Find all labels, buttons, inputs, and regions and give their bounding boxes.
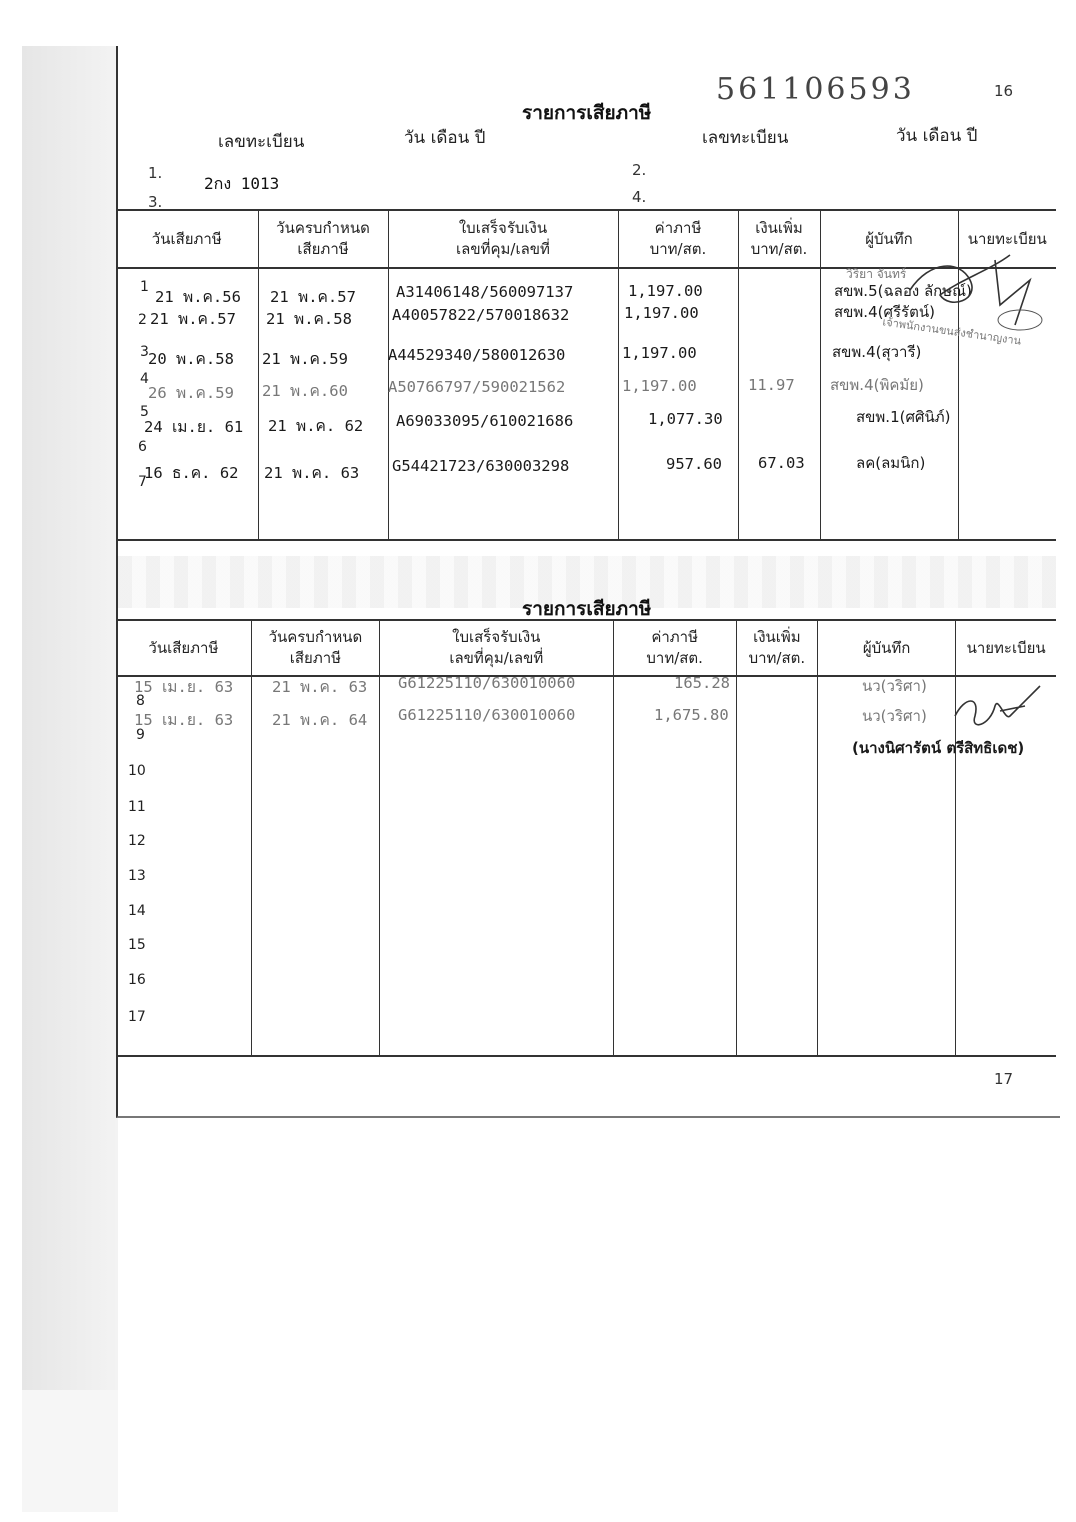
recorder: สขพ.4(พิคมัย) — [830, 376, 924, 394]
paid-date: 16 ธ.ค. 62 — [144, 464, 239, 482]
paid-date: 21 พ.ค.56 — [155, 288, 241, 306]
recorder: นว(วริศา) — [862, 677, 927, 695]
handwritten-note: วิริยา จันทร์ — [846, 267, 907, 281]
label-date-right: วัน เดือน ปี — [896, 126, 978, 146]
recorder: สขพ.1(ศศินิภ์) — [856, 408, 951, 426]
paid-date: 21 พ.ค.57 — [150, 310, 236, 328]
col-header-tax: ค่าภาษี บาท/สต. — [613, 620, 736, 676]
col-header-due-date: วันครบกำหนด เสียภาษี — [251, 620, 379, 676]
due-date: 21 พ.ค. 63 — [264, 464, 360, 482]
row-number: 4 — [140, 371, 149, 387]
row-number: 13 — [128, 868, 146, 884]
col-header-due-date: วันครบกำหนด เสียภาษี — [258, 210, 388, 268]
tax-amount: 1,197.00 — [624, 304, 699, 322]
tax-amount: 1,197.00 — [622, 377, 697, 395]
col-header-recorder: ผู้บันทึก — [820, 210, 958, 268]
recorder: สขพ.4(ศรีรัตน์) — [834, 303, 935, 321]
recorder: นว(วริศา) — [862, 707, 927, 725]
col-header-tax: ค่าภาษี บาท/สต. — [618, 210, 738, 268]
receipt-number: G54421723/630003298 — [392, 457, 570, 475]
receipt-number: A50766797/590021562 — [388, 378, 566, 396]
row-number: 6 — [138, 439, 147, 455]
signatory-name: (นางนิศารัตน์ ตรีสิทธิเดช) — [852, 739, 1025, 757]
registration-no-1: 1. — [148, 164, 163, 182]
receipt-number: A31406148/560097137 — [396, 283, 574, 301]
receipt-number: A40057822/570018632 — [392, 306, 570, 324]
registrar-signature — [900, 250, 1050, 340]
label-date-left: วัน เดือน ปี — [404, 128, 486, 148]
col-header-receipt: ใบเสร็จรับเงิน เลขที่คุม/เลขที่ — [388, 210, 618, 268]
tax-amount: 1,077.30 — [648, 410, 723, 428]
row-number: 7 — [138, 474, 147, 490]
registration-plate-1: 2กง 1013 — [204, 174, 280, 193]
col-header-recorder: ผู้บันทึก — [817, 620, 955, 676]
surcharge-amount: 11.97 — [748, 376, 795, 394]
row-number: 16 — [128, 972, 146, 988]
due-date: 21 พ.ค.60 — [262, 382, 348, 400]
row-number: 17 — [128, 1009, 146, 1025]
due-date: 21 พ.ค.57 — [270, 288, 356, 306]
recorder: สขพ.4(สุวารี) — [832, 343, 922, 361]
registration-no-4: 4. — [632, 188, 647, 206]
row-number: 5 — [140, 404, 149, 420]
handwritten-number: 561106593 — [716, 72, 915, 107]
label-registration-right: เลขทะเบียน — [702, 128, 789, 148]
row-number: 15 — [128, 937, 146, 953]
row-number: 9 — [136, 727, 145, 743]
row-number: 12 — [128, 833, 146, 849]
paid-date: 15 เม.ย. 63 — [134, 678, 234, 696]
page-number-bottom: 17 — [994, 1070, 1014, 1088]
row-number: 10 — [128, 763, 146, 779]
receipt-number: G61225110/630010060 — [398, 706, 576, 724]
receipt-number: G61225110/630010060 — [398, 674, 576, 692]
col-header-paid-date: วันเสียภาษี — [116, 210, 258, 268]
due-date: 21 พ.ค.59 — [262, 350, 348, 368]
paid-date: 26 พ.ค.59 — [148, 384, 234, 402]
col-header-surcharge: เงินเพิ่ม บาท/สต. — [738, 210, 820, 268]
row-number: 11 — [128, 799, 146, 815]
tax-amount: 1,197.00 — [628, 282, 703, 300]
paid-date: 24 เม.ย. 61 — [144, 418, 244, 436]
section-title: รายการเสียภาษี — [522, 102, 652, 124]
col-header-paid-date: วันเสียภาษี — [116, 620, 251, 676]
label-registration-left: เลขทะเบียน — [218, 132, 305, 152]
tax-amount: 1,675.80 — [654, 706, 729, 724]
scan-edge-lower — [22, 1390, 118, 1512]
registration-no-3: 3. — [148, 193, 163, 211]
row-number: 14 — [128, 903, 146, 919]
scan-edge — [22, 46, 118, 1401]
registrar-signature-2 — [950, 676, 1050, 736]
paid-date: 15 เม.ย. 63 — [134, 711, 234, 729]
stamp-text: เจ้าพนักงานขนส่งชำนาญงาน — [881, 315, 1022, 348]
tax-amount: 957.60 — [666, 455, 722, 473]
registration-no-2: 2. — [632, 161, 647, 179]
due-date: 21 พ.ค. 63 — [272, 678, 368, 696]
tax-amount: 165.28 — [674, 674, 730, 692]
col-header-registrar: นายทะเบียน — [967, 229, 1047, 248]
receipt-number: A69033095/610021686 — [396, 412, 574, 430]
due-date: 21 พ.ค. 64 — [272, 711, 368, 729]
recorder: สขพ.5(ฉลอง ลักษณ์) — [834, 282, 972, 300]
row-number: 1 — [140, 279, 149, 295]
row-number: 8 — [136, 693, 145, 709]
page-number-top: 16 — [994, 82, 1014, 100]
section-title-2: รายการเสียภาษี — [522, 598, 652, 620]
row-number: 3 — [140, 344, 149, 360]
row-number: 2 — [138, 312, 147, 328]
col-header-receipt: ใบเสร็จรับเงิน เลขที่คุม/เลขที่ — [380, 620, 613, 676]
receipt-number: A44529340/580012630 — [388, 346, 566, 364]
tax-amount: 1,197.00 — [622, 344, 697, 362]
due-date: 21 พ.ค.58 — [266, 310, 352, 328]
due-date: 21 พ.ค. 62 — [268, 417, 364, 435]
paid-date: 20 พ.ค.58 — [148, 350, 234, 368]
col-header-registrar: นายทะเบียน — [966, 638, 1046, 657]
recorder: ลค(ลมนิก) — [856, 454, 926, 472]
surcharge-amount: 67.03 — [758, 454, 805, 472]
col-header-surcharge: เงินเพิ่ม บาท/สต. — [736, 620, 817, 676]
